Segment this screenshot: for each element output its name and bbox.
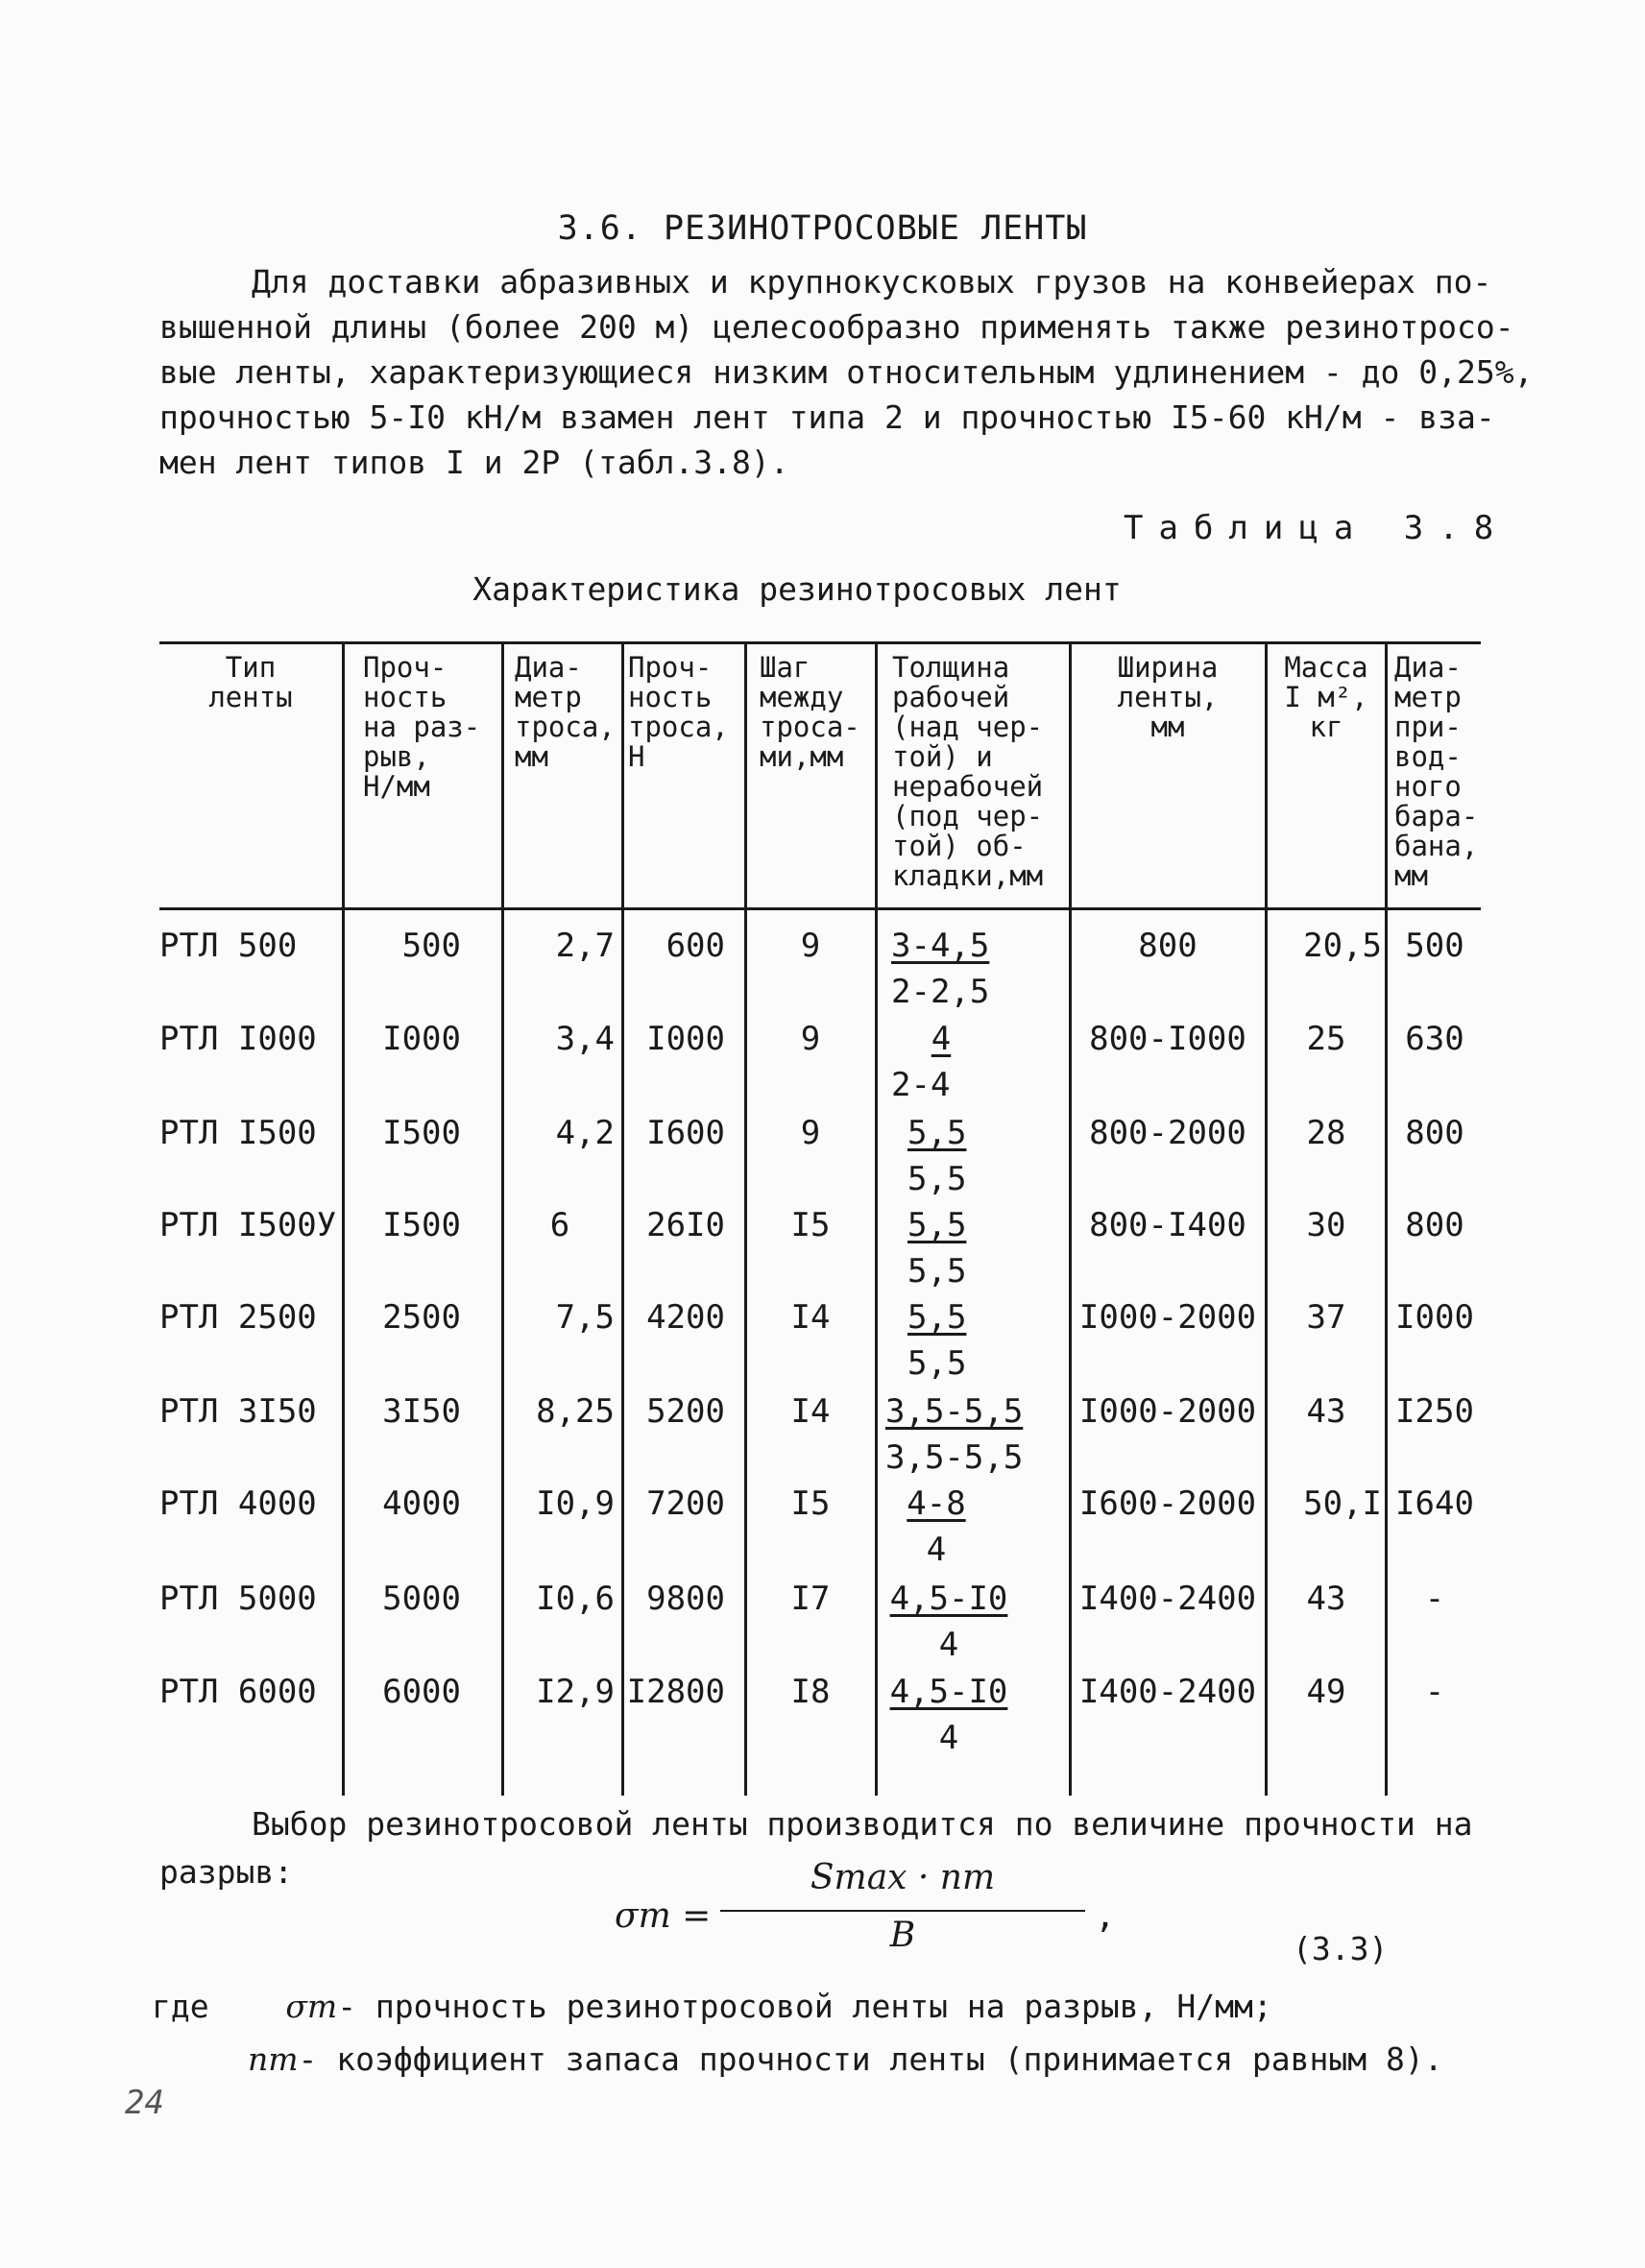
cover-working-value: 5,5	[907, 1206, 967, 1244]
header-line: на раз-	[363, 711, 481, 743]
cell-rope: 26I0	[646, 1206, 725, 1244]
equation-number: (3.3)	[1293, 1930, 1389, 1967]
definition-text: - прочность резинотросовой ленты на разрыв, Н/мм;	[337, 1988, 1272, 2025]
table-column-divider	[1069, 643, 1072, 1796]
cell-cover-nonworking: 5,5	[907, 1252, 967, 1291]
cell-rope: I000	[646, 1020, 725, 1058]
cell-mass: 43	[1306, 1392, 1346, 1431]
cell-strength: 500	[401, 927, 461, 965]
cell-drum: -	[1424, 1580, 1445, 1618]
header-line: бара-	[1394, 800, 1479, 832]
cell-cover-nonworking: 4	[938, 1626, 959, 1664]
cell-width: I000-2000	[1078, 1392, 1257, 1431]
cell-step: I7	[790, 1580, 831, 1618]
cell-width: 800-I400	[1089, 1206, 1246, 1244]
cell-step: I4	[790, 1298, 831, 1337]
header-line: Диа-	[515, 651, 582, 684]
fraction-bar	[720, 1910, 1085, 1912]
header-drum-diameter	[1389, 653, 1481, 891]
header-line: рыв,	[363, 740, 430, 773]
cell-cover-working	[907, 1114, 966, 1152]
cell-rope: I600	[646, 1114, 725, 1152]
cell-drum: -	[1424, 1673, 1445, 1711]
cell-step: I4	[790, 1392, 831, 1431]
header-line: Тип	[225, 651, 277, 684]
formula-comma: ,	[1095, 1896, 1116, 1936]
header-line: Диа-	[1394, 651, 1462, 684]
table-column-divider	[342, 643, 345, 1796]
cell-dia: 6	[549, 1206, 570, 1244]
cell-dia: 4,2	[555, 1114, 615, 1152]
cell-cover-nonworking: 5,5	[907, 1344, 967, 1383]
cell-drum: 500	[1405, 927, 1464, 965]
header-line: Н/мм	[363, 770, 430, 803]
cell-strength: I500	[382, 1206, 461, 1244]
cell-rope: 5200	[646, 1392, 725, 1431]
where-row	[152, 1980, 1443, 2033]
header-line: бана,	[1394, 830, 1479, 862]
cover-working-value: 3-4,5	[891, 927, 990, 965]
cell-dia: 3,4	[555, 1020, 615, 1058]
cell-step: I5	[790, 1206, 831, 1244]
cover-working-value: 3,5-5,5	[885, 1392, 1024, 1431]
cell-cover-working	[883, 1020, 999, 1058]
table-column-divider	[1385, 643, 1388, 1796]
formula	[595, 1858, 1133, 1954]
header-line: троса,	[628, 711, 729, 743]
cell-mass: 25	[1306, 1020, 1346, 1058]
intro-line: мен лент типов I и 2Р (табл.3.8).	[159, 444, 789, 481]
header-line: Масса	[1284, 651, 1368, 684]
cell-strength: I000	[382, 1020, 461, 1058]
table-header-rule	[159, 907, 1481, 910]
cell-type: РТЛ 2500	[159, 1298, 317, 1337]
header-line: той) и	[892, 740, 993, 773]
cell-width: 800-2000	[1089, 1114, 1246, 1152]
cell-rope: I2800	[626, 1673, 725, 1711]
header-line: ность	[628, 681, 713, 713]
intro-paragraph	[159, 259, 1534, 485]
header-line: ного	[1394, 770, 1462, 803]
cell-width: I400-2400	[1078, 1580, 1257, 1618]
table-top-rule	[159, 641, 1481, 644]
cell-strength: 2500	[382, 1298, 461, 1337]
header-rope-step	[748, 653, 873, 772]
cell-cover-nonworking: 3,5-5,5	[885, 1438, 1024, 1477]
cell-type: РТЛ 4000	[159, 1484, 317, 1523]
header-line: (над чер-	[892, 711, 1044, 743]
formula-numerator: Smax · nт	[810, 1858, 996, 1897]
cell-dia: 2,7	[555, 927, 615, 965]
header-line: рабочей	[892, 681, 1010, 713]
table-caption: Характеристика резинотросовых лент	[472, 570, 1122, 608]
cell-cover-working	[891, 927, 989, 965]
cell-rope: 9800	[646, 1580, 725, 1618]
cell-width: 800	[1138, 927, 1197, 965]
selection-line: Выбор резинотросовой ленты производится по величине прочности на	[252, 1805, 1473, 1843]
header-line: при-	[1394, 711, 1462, 743]
where-block	[152, 1980, 1443, 2086]
cell-step: I5	[790, 1484, 831, 1523]
header-line: вод-	[1394, 740, 1462, 773]
cell-cover-nonworking: 4	[926, 1531, 947, 1569]
cover-working-value: 4	[931, 1020, 952, 1058]
cell-cover-working	[885, 1392, 1023, 1431]
header-cover-thickness	[879, 653, 1067, 891]
cell-mass: 43	[1306, 1580, 1346, 1618]
header-line: мм	[515, 740, 548, 773]
cell-cover-nonworking: 4	[938, 1719, 959, 1757]
formula-denominator: B	[889, 1916, 916, 1955]
cell-cover-working	[883, 1484, 989, 1523]
table-column-divider	[744, 643, 747, 1796]
cell-type: РТЛ 5000	[159, 1580, 317, 1618]
cell-strength: 3I50	[382, 1392, 461, 1431]
section-heading: 3.6. РЕЗИНОТРОСОВЫЕ ЛЕНТЫ	[557, 209, 1088, 248]
cell-type: РТЛ 3I50	[159, 1392, 317, 1431]
cell-type: РТЛ 500	[159, 927, 298, 965]
cover-working-value: 5,5	[907, 1298, 967, 1337]
header-line: мм	[1150, 711, 1185, 743]
cell-cover-nonworking: 2-2,5	[891, 973, 990, 1011]
header-line: троса-	[760, 711, 860, 743]
header-line: Шаг	[760, 651, 810, 684]
cell-step: I8	[790, 1673, 831, 1711]
cell-cover-working	[907, 1298, 966, 1337]
cell-drum: 630	[1405, 1020, 1464, 1058]
cell-cover-working	[882, 1580, 1016, 1618]
cover-working-value: 4,5-I0	[889, 1580, 1008, 1618]
cell-step: 9	[800, 1020, 821, 1058]
cover-working-value: 4,5-I0	[889, 1673, 1008, 1711]
cell-step: 9	[800, 1114, 821, 1152]
page-number: 24	[125, 2084, 164, 2122]
cell-mass: 50,I	[1303, 1484, 1382, 1523]
header-line: Н	[628, 740, 645, 773]
cell-type: РТЛ I000	[159, 1020, 317, 1058]
header-line: I м²,	[1284, 681, 1368, 713]
symbol-n: nт	[248, 2040, 299, 2078]
cell-mass: 30	[1306, 1206, 1346, 1244]
header-line: троса,	[515, 711, 616, 743]
header-line: метр	[515, 681, 582, 713]
where-word: где	[152, 1988, 209, 2025]
symbol-sigma: σт	[285, 1988, 338, 2025]
cell-mass: 20,5	[1303, 927, 1382, 965]
intro-line: Для доставки абразивных и крупнокусковых грузов на конвейерах по-	[252, 263, 1492, 301]
cell-strength: 4000	[382, 1484, 461, 1523]
selection-line: разрыв:	[159, 1853, 294, 1891]
header-line: ность	[363, 681, 448, 713]
table-label: Таблица 3.8	[1124, 509, 1510, 547]
where-row	[152, 2033, 1443, 2086]
cell-dia: 8,25	[536, 1392, 615, 1431]
cell-width: I600-2000	[1078, 1484, 1257, 1523]
header-rope-diameter	[505, 653, 620, 772]
cell-drum: I640	[1395, 1484, 1474, 1523]
table-column-divider	[875, 643, 878, 1796]
header-line: (под чер-	[892, 800, 1044, 832]
cell-width: I400-2400	[1078, 1673, 1257, 1711]
header-line: Проч-	[363, 651, 448, 684]
intro-line: вые ленты, характеризующиеся низким относительным удлинением - до 0,25%,	[159, 353, 1534, 391]
header-line: Толщина	[892, 651, 1010, 684]
definition-text: - коэффициент запаса прочности ленты (принимается равным 8).	[298, 2040, 1443, 2078]
cell-width: 800-I000	[1089, 1020, 1246, 1058]
cell-drum: 800	[1405, 1206, 1464, 1244]
cell-cover-nonworking: 2-4	[891, 1066, 951, 1104]
header-line: той) об-	[892, 830, 1027, 862]
cell-cover-nonworking: 5,5	[907, 1160, 967, 1198]
cell-mass: 37	[1306, 1298, 1346, 1337]
header-line: ленты	[208, 681, 293, 713]
cell-width: I000-2000	[1078, 1298, 1257, 1337]
cell-step: 9	[800, 927, 821, 965]
cell-strength: 5000	[382, 1580, 461, 1618]
header-line: Ширина	[1117, 651, 1219, 684]
header-line: Проч-	[628, 651, 713, 684]
header-strength	[346, 653, 499, 802]
header-type	[159, 653, 342, 712]
cell-strength: 6000	[382, 1673, 461, 1711]
cell-type: РТЛ I500	[159, 1114, 317, 1152]
formula-lhs: σт =	[615, 1896, 712, 1936]
cover-working-value: 4-8	[907, 1484, 966, 1523]
cell-cover-working	[907, 1206, 966, 1244]
header-rope-strength	[624, 653, 744, 772]
header-belt-width	[1073, 653, 1263, 742]
header-line: кладки,мм	[892, 859, 1044, 892]
cell-type: РТЛ I500У	[159, 1206, 337, 1244]
header-mass	[1269, 653, 1384, 742]
table-column-divider	[501, 643, 504, 1796]
cell-rope: 7200	[646, 1484, 725, 1523]
cell-mass: 28	[1306, 1114, 1346, 1152]
cell-drum: 800	[1405, 1114, 1464, 1152]
cell-mass: 49	[1306, 1673, 1346, 1711]
header-line: между	[760, 681, 844, 713]
cell-dia: I0,9	[536, 1484, 615, 1523]
cell-cover-working	[882, 1673, 1016, 1711]
cell-type: РТЛ 6000	[159, 1673, 317, 1711]
header-line: ленты,	[1117, 681, 1219, 713]
table-column-divider	[1265, 643, 1268, 1796]
header-line: мм	[1394, 859, 1428, 892]
cell-dia: I0,6	[536, 1580, 615, 1618]
cell-dia: I2,9	[536, 1673, 615, 1711]
cell-drum: I250	[1395, 1392, 1474, 1431]
intro-line: вышенной длины (более 200 м) целесообразно применять также резинотросо-	[159, 308, 1514, 346]
header-line: кг	[1309, 711, 1343, 743]
header-line: нерабочей	[892, 770, 1044, 803]
formula-fraction	[720, 1858, 1085, 1955]
cell-strength: I500	[382, 1114, 461, 1152]
header-line: метр	[1394, 681, 1462, 713]
cell-dia: 7,5	[555, 1298, 615, 1337]
header-line: ми,мм	[760, 740, 844, 773]
cover-working-value: 5,5	[907, 1114, 967, 1152]
cell-rope: 4200	[646, 1298, 725, 1337]
cell-drum: I000	[1395, 1298, 1474, 1337]
cell-rope: 600	[665, 927, 725, 965]
intro-line: прочностью 5-I0 кН/м взамен лент типа 2 и прочностью I5-60 кН/м - вза-	[159, 398, 1495, 436]
